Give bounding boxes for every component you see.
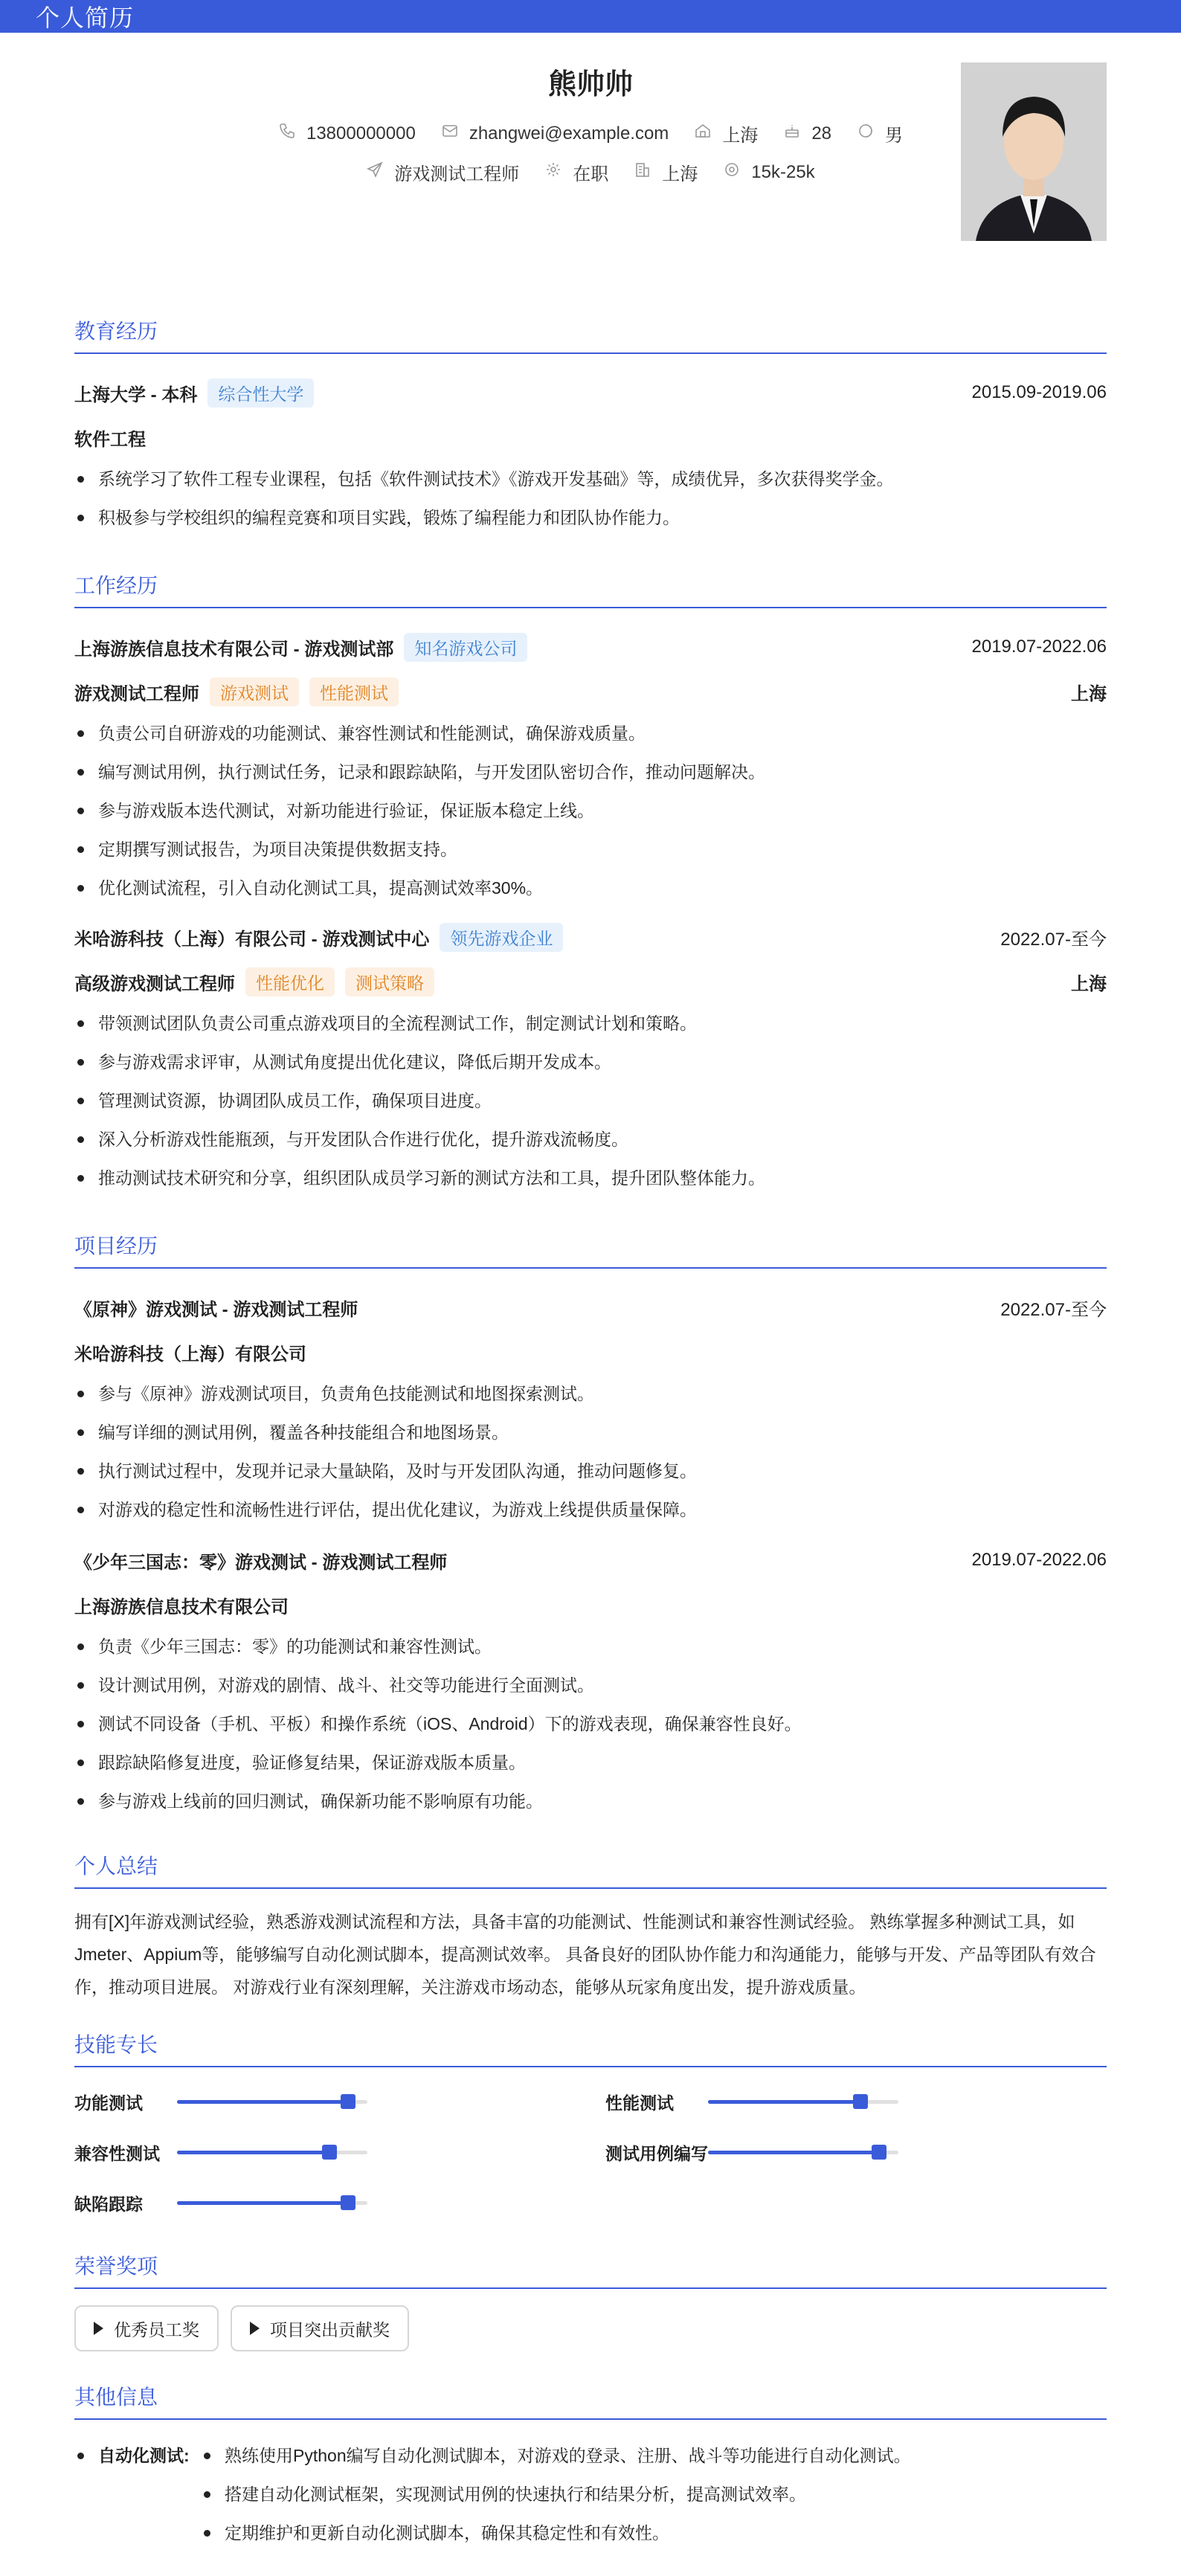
skill-bar <box>177 2201 367 2205</box>
company-name: 上海游族信息技术有限公司 - 游戏测试部 <box>74 639 394 660</box>
skill-item <box>74 2084 576 2119</box>
skill-item <box>605 2134 1107 2170</box>
home-icon <box>694 122 712 145</box>
skills-grid <box>74 2084 1107 2221</box>
other-title: 其他信息 <box>74 2381 1107 2420</box>
skill-label: 缺陷跟踪 <box>74 2194 143 2214</box>
company-tag: 领先游戏企业 <box>440 923 563 952</box>
award-label: 优秀员工奖 <box>114 2319 199 2340</box>
coin-icon <box>723 161 741 184</box>
age-info <box>783 122 831 145</box>
role-row <box>74 959 1107 1004</box>
list-item: 定期撰写测试报告，为项目决策提供数据支持。 <box>74 830 1107 869</box>
job-head <box>74 625 1107 669</box>
list-item: 熟练使用Python编写自动化测试脚本，对游戏的登录、注册、战斗等功能进行自动化测试。 <box>201 2436 911 2475</box>
skill-fill <box>177 2201 348 2205</box>
company-name: 米哈游科技（上海）有限公司 - 游戏测试中心 <box>74 929 430 950</box>
summary-title: 个人总结 <box>74 1850 1107 1889</box>
location-text: 上海 <box>722 126 759 146</box>
other-bullets <box>201 2436 911 2552</box>
list-item: 设计测试用例，对游戏的剧情、战斗、社交等功能进行全面测试。 <box>74 1666 1107 1704</box>
award-badge[interactable] <box>231 2305 409 2351</box>
cake-icon <box>783 122 801 145</box>
gender-info <box>857 120 903 146</box>
phone-info <box>278 122 416 145</box>
job-entry <box>74 915 1107 1197</box>
school-tag: 综合性大学 <box>207 379 314 408</box>
projects-section <box>74 1230 1107 1820</box>
resume-header <box>74 33 1107 263</box>
skill-knob <box>872 2145 886 2160</box>
summary-section <box>74 1850 1107 2003</box>
job-city: 上海 <box>1071 683 1107 704</box>
list-item: 跟踪缺陷修复进度，验证修复结果，保证游戏版本质量。 <box>74 1743 1107 1782</box>
salary-info <box>723 161 814 184</box>
skill-fill <box>177 2100 348 2104</box>
other-info <box>74 2436 1107 2552</box>
gender-text: 男 <box>885 126 904 146</box>
role-name: 高级游戏测试工程师 <box>74 973 235 994</box>
skill-knob <box>853 2094 868 2109</box>
portrait-image <box>961 62 1107 241</box>
job-bullets <box>74 714 1107 907</box>
mail-icon <box>441 122 459 145</box>
skill-knob <box>322 2145 337 2160</box>
job-city: 上海 <box>1071 973 1107 994</box>
list-item: 推动测试技术研究和分享，组织团队成员学习新的测试方法和工具，提升团队整体能力。 <box>74 1159 1107 1197</box>
phone-icon <box>278 122 296 145</box>
list-item: 参与游戏版本迭代测试，对新功能进行验证，保证版本稳定上线。 <box>74 791 1107 830</box>
education-title: 教育经历 <box>74 315 1107 354</box>
project-company-row <box>74 1582 1107 1627</box>
skill-label: 测试用例编写 <box>605 2143 708 2163</box>
skill-bar <box>177 2100 367 2104</box>
school-name: 上海大学 - 本科 <box>74 384 198 405</box>
award-label: 项目突出贡献奖 <box>270 2319 390 2340</box>
skill-item <box>605 2084 1107 2119</box>
project-bullets <box>74 1627 1107 1820</box>
awards-section <box>74 2250 1107 2351</box>
list-item: 测试不同设备（手机、平板）和操作系统（iOS、Android）下的游戏表现，确保兼容性良好。 <box>74 1704 1107 1743</box>
award-badge[interactable] <box>74 2305 219 2351</box>
list-item: 编写详细的测试用例，覆盖各种技能组合和地图场景。 <box>74 1413 1107 1452</box>
list-item: 执行测试过程中，发现并记录大量缺陷，及时与开发团队沟通，推动问题修复。 <box>74 1452 1107 1490</box>
target-city-info <box>634 159 698 185</box>
project-head <box>74 1538 1107 1582</box>
list-item: 编写测试用例，执行测试任务，记录和跟踪缺陷，与开发团队密切合作，推动问题解决。 <box>74 753 1107 791</box>
list-item: 定期维护和更新自动化测试脚本，确保其稳定性和有效性。 <box>201 2514 911 2552</box>
skill-knob <box>341 2094 355 2109</box>
skill-label: 性能测试 <box>605 2093 674 2113</box>
role-row <box>74 669 1107 714</box>
summary-text: 拥有[X]年游戏测试经验，熟悉游戏测试流程和方法，具备丰富的功能测试、性能测试和兼容性测试经验。 熟练掌握多种测试工具，如Jmeter、Appium等，能够编写自动化测试脚本，提高测试效率。 具备良好的团队协作能力和沟通能力，能够与开发、产品等团队有效合作，推动项目进展。 对游戏行业有深刻理解，关注游戏市场动态，能够从玩家角度出发，提升游戏质量。 <box>74 1912 1096 1997</box>
projects-title: 项目经历 <box>74 1230 1107 1269</box>
list-item: 参与游戏需求评审，从测试角度提出优化建议，降低后期开发成本。 <box>74 1043 1107 1081</box>
skill-fill <box>708 2151 879 2154</box>
skill-label: 兼容性测试 <box>74 2143 160 2163</box>
avatar-photo <box>961 62 1107 241</box>
skill-tag: 测试策略 <box>345 967 434 996</box>
project-date: 2019.07-2022.06 <box>971 1550 1107 1570</box>
gear-icon <box>544 161 562 184</box>
candidate-name: 熊帅帅 <box>547 69 633 100</box>
list-item: 优化测试流程，引入自动化测试工具，提高测试效率30%。 <box>74 869 1107 907</box>
skills-title: 技能专长 <box>74 2029 1107 2067</box>
list-item: 负责《少年三国志：零》的功能测试和兼容性测试。 <box>74 1627 1107 1666</box>
target-city-text: 上海 <box>662 164 698 184</box>
list-item: 管理测试资源，协调团队成员工作，确保项目进度。 <box>74 1081 1107 1120</box>
skill-fill <box>708 2100 860 2104</box>
list-item: 参与游戏上线前的回归测试，确保新功能不影响原有功能。 <box>74 1782 1107 1820</box>
email-text: zhangwei@example.com <box>469 123 669 144</box>
list-item: 搭建自动化测试框架，实现测试用例的快速执行和结果分析，提高测试效率。 <box>201 2475 911 2514</box>
company-tag: 知名游戏公司 <box>404 633 527 662</box>
project-head <box>74 1285 1107 1330</box>
skill-fill <box>177 2151 329 2154</box>
awards-title: 荣誉奖项 <box>74 2250 1107 2289</box>
major-row <box>74 415 1107 460</box>
resume-page <box>0 33 1181 2552</box>
list-item: 负责公司自研游戏的功能测试、兼容性测试和性能测试，确保游戏质量。 <box>74 714 1107 753</box>
major-name: 软件工程 <box>74 429 146 450</box>
play-icon <box>94 2322 103 2335</box>
work-section <box>74 570 1107 1197</box>
awards-list <box>74 2305 1107 2351</box>
job-head <box>74 915 1107 959</box>
skill-item <box>74 2185 576 2221</box>
education-entry-head <box>74 370 1107 415</box>
project-date: 2022.07-至今 <box>1000 1299 1107 1320</box>
age-text: 28 <box>811 123 832 144</box>
email-info <box>441 122 669 145</box>
other-label: 自动化测试: <box>74 2436 201 2552</box>
salary-text: 15k-25k <box>751 161 815 182</box>
list-item: 系统学习了软件工程专业课程，包括《软件测试技术》《游戏开发基础》等，成绩优异，多次获得奖学金。 <box>74 460 1107 498</box>
send-icon <box>366 161 384 184</box>
job-date: 2019.07-2022.06 <box>971 637 1107 657</box>
position-text: 游戏测试工程师 <box>394 164 520 184</box>
project-name: 《原神》游戏测试 - 游戏测试工程师 <box>74 1299 358 1320</box>
project-entry <box>74 1285 1107 1529</box>
phone-text: 13800000000 <box>306 123 416 144</box>
education-bullets <box>74 460 1107 537</box>
skill-label: 功能测试 <box>74 2093 143 2113</box>
education-section <box>74 315 1107 537</box>
job-date: 2022.07-至今 <box>1000 929 1107 950</box>
skill-knob <box>341 2195 355 2210</box>
status-text: 在职 <box>573 164 609 184</box>
other-section <box>74 2381 1107 2552</box>
skill-tag: 游戏测试 <box>210 677 299 706</box>
contact-row <box>74 120 1107 146</box>
top-bar <box>0 0 1181 33</box>
list-item: 参与《原神》游戏测试项目，负责角色技能测试和地图探索测试。 <box>74 1374 1107 1413</box>
play-icon <box>250 2322 260 2335</box>
skill-bar <box>708 2151 898 2154</box>
location-info <box>694 120 758 146</box>
list-item: 积极参与学校组织的编程竞赛和项目实践，锻炼了编程能力和团队协作能力。 <box>74 498 1107 537</box>
project-entry <box>74 1538 1107 1820</box>
project-company-row <box>74 1330 1107 1374</box>
position-info <box>366 159 519 185</box>
skill-bar <box>708 2100 898 2104</box>
project-company: 上海游族信息技术有限公司 <box>74 1597 289 1617</box>
project-name: 《少年三国志：零》游戏测试 - 游戏测试工程师 <box>74 1552 448 1573</box>
skill-bar <box>177 2151 367 2154</box>
project-company: 米哈游科技（上海）有限公司 <box>74 1344 306 1365</box>
list-item: 深入分析游戏性能瓶颈，与开发团队合作进行优化，提升游戏流畅度。 <box>74 1120 1107 1159</box>
job-intent-row <box>74 159 1107 185</box>
building-icon <box>634 161 651 184</box>
project-bullets <box>74 1374 1107 1529</box>
skill-tag: 性能优化 <box>245 967 335 996</box>
job-bullets <box>74 1004 1107 1197</box>
list-item: 带领测试团队负责公司重点游戏项目的全流程测试工作，制定测试计划和策略。 <box>74 1004 1107 1043</box>
role-name: 游戏测试工程师 <box>74 683 199 704</box>
skill-tag: 性能测试 <box>309 677 399 706</box>
job-entry <box>74 625 1107 907</box>
education-date: 2015.09-2019.06 <box>971 382 1107 402</box>
skills-section <box>74 2029 1107 2221</box>
skill-item <box>74 2134 576 2170</box>
work-title: 工作经历 <box>74 570 1107 608</box>
resume-title: 个人简历 <box>36 4 135 31</box>
list-item: 对游戏的稳定性和流畅性进行评估，提出优化建议，为游戏上线提供质量保障。 <box>74 1490 1107 1529</box>
gender-icon <box>857 122 875 145</box>
status-info <box>544 159 608 185</box>
